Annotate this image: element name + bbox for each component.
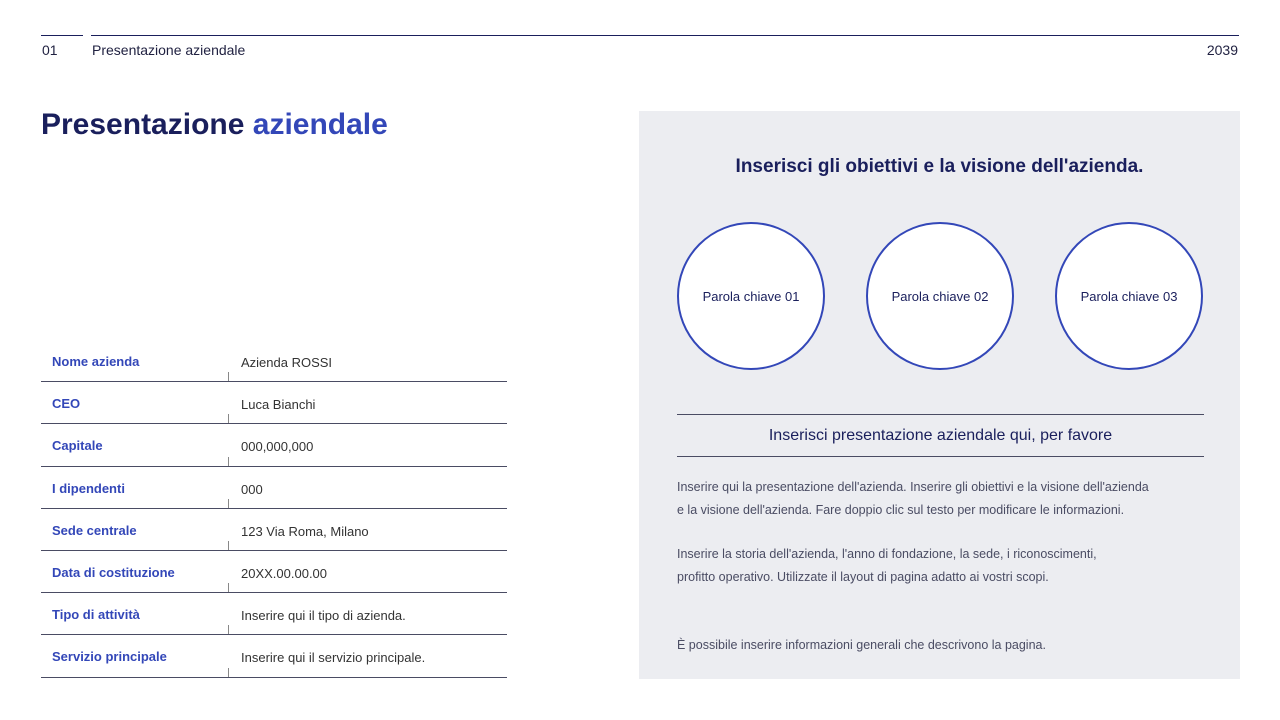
vision-panel [639,111,1240,679]
row-label: Capitale [52,438,103,454]
row-label: Nome azienda [52,354,140,369]
history-paragraph: Inserire la storia dell'azienda, l'anno di fondazione, la sede, i riconoscimenti, profitto operativo. Utilizzate il layout di pagina adatto ai vostri scopi. [677,547,1097,584]
panel-subtitle: Inserisci presentazione aziendale qui, per favore [677,414,1204,457]
header-rule-long [91,35,1239,36]
header-rule-short [41,35,83,36]
panel-title: Inserisci gli obiettivi e la visione dell'azienda. [735,156,1144,177]
title-accent: aziendale [252,108,388,141]
company-info-table [41,340,507,678]
table-row [41,509,507,551]
row-label: Data di costituzione [52,564,175,580]
row-label: I dipendenti [52,480,125,496]
header-title: Presentazione aziendale [92,42,246,58]
keyword-circle: Parola chiave 03 [1055,222,1203,370]
table-row [41,424,507,466]
page-title [41,108,388,142]
row-value: Luca Bianchi [241,397,316,413]
table-row [41,551,507,593]
title-main: Presentazione [41,108,245,141]
row-label: CEO [52,396,81,412]
row-label: Tipo di attività [52,607,140,623]
row-value: Azienda ROSSI [241,355,333,370]
row-label: Servizio principale [52,649,167,665]
keyword-circle: Parola chiave 01 [677,222,825,370]
header-year: 2039 [1206,42,1238,58]
general-info-paragraph: È possibile inserire informazioni generali che descrivono la pagina. [677,638,1046,652]
table-row [41,382,507,424]
page-number: 01 [42,42,58,58]
description-paragraph: Inserire qui la presentazione dell'azienda. Inserire gli obiettivi e la visione dell'azienda e la visione dell'azienda. Fare doppio clic sul testo per modificare le informazioni. [677,480,1149,517]
table-row [41,635,507,677]
table-row [41,593,507,635]
keyword-circle: Parola chiave 02 [866,222,1014,370]
row-value: Inserire qui il tipo di azienda. [241,608,406,624]
row-value: 123 Via Roma, Milano [241,523,369,539]
row-label: Sede centrale [52,522,137,538]
row-value: Inserire qui il servizio principale. [241,650,426,666]
table-row [41,467,507,509]
table-row [41,340,507,382]
row-value: 000,000,000 [241,439,314,455]
row-value: 20XX.00.00.00 [241,565,328,581]
row-value: 000 [241,481,263,497]
